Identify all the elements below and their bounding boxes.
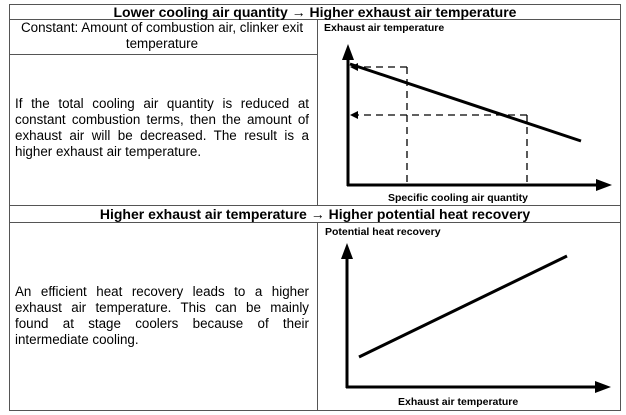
constant-text: Constant: Amount of combustion air, clinker exit temperature (20, 20, 304, 51)
chart1 (342, 44, 612, 191)
chart2-y-axis-arrow (341, 243, 353, 259)
section2-paragraph: An efficient heat recovery leads to a higher exhaust air temperature. This can be mainly found at stage coolers because of their intermediate cooling. (15, 284, 309, 347)
chart1-y-label: Exhaust air temperature (324, 22, 445, 34)
chart1-x-axis-arrow (596, 179, 612, 191)
chart2-trend-line (359, 256, 567, 357)
chart2 (341, 243, 611, 393)
section2-header: Higher exhaust air temperature → Higher potential heat recovery (99, 206, 531, 222)
chart1-trend-line (350, 64, 581, 141)
chart1-x-label: Specific cooling air quantity (388, 192, 529, 204)
chart2-y-label: Potential heat recovery (325, 226, 441, 238)
section1-paragraph: If the total cooling air quantity is reduced at constant combustion terms, then the amount of exhaust air will be decreased. The result is a higher exhaust air temperature. (15, 96, 309, 159)
chart2-x-label: Exhaust air temperature (398, 396, 519, 408)
chart1-guide-arrow-lower (350, 111, 358, 119)
section1-header: Lower cooling air quantity → Higher exhaust air temperature (113, 4, 517, 20)
chart1-y-axis-arrow (342, 44, 354, 60)
chart2-x-axis-arrow (595, 381, 611, 393)
